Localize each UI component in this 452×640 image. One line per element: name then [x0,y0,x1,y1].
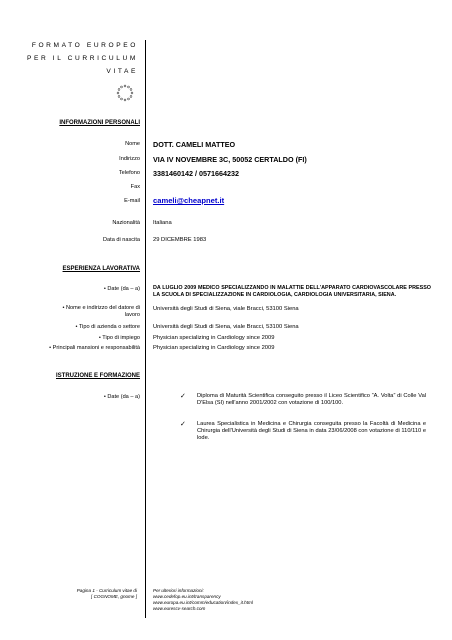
footer-link[interactable]: www.eurescv-search.com [153,605,206,611]
education-item-1: Diploma di Maturità Scientifica conseguito presso il Liceo Scientifico “A. Volta” di Colle Val D'Elsa (SI) nell'anno 2001/2002 con votazione di 100/100. [197,393,426,407]
label-edu-dates: • Date (da – a) [103,394,140,400]
section-title-experience: ESPERIENZA LAVORATIVA [62,266,140,272]
label-exp-duties: • Principali mansioni e responsabilità [49,345,140,351]
value-nationality: Italiana [153,220,172,226]
footer-info [153,588,353,612]
column-divider [145,40,146,618]
header-line-3: VITAE [106,68,138,75]
footer-page-line-2: [ COGNOME, gnome ] [91,593,137,599]
checkmark-icon: ✓ [180,393,186,400]
label-email: E-mail [124,198,140,204]
value-phone: 3381460142 / 0571664232 [153,169,239,178]
footer-info-title: Per ulteriori informazioni: [153,588,204,593]
section-title-education: ISTRUZIONE E FORMAZIONE [56,373,140,379]
footer-link[interactable]: www.europa.eu.int/comm/education/index_it.html [153,599,253,605]
value-exp-job-type: Physician specializing in Cardiology since 2009 [153,335,275,341]
value-birth: 29 DICEMBRE 1983 [153,237,207,243]
value-exp-duties: Physician specializing in Cardiology since 2009 [153,345,275,351]
label-name: Nome [125,141,140,147]
footer-page-info [0,588,137,600]
email-link[interactable]: cameli@cheapnet.it [153,196,225,205]
label-exp-dates: • Date (da – a) [103,286,140,292]
footer-page-line-1: Pagina 1 - Curriculum vitae di [76,588,137,593]
value-exp-sector: Università degli Studi di Siena, viale Bracci, 53100 Siena [153,324,299,330]
label-fax: Fax [130,184,140,190]
footer-link[interactable]: www.cedefop.eu.int/transparency [153,593,221,599]
header-line-2: PER IL CURRICULUM [27,55,138,62]
label-birth: Data di nascita [102,237,140,243]
label-exp-sector: • Tipo di azienda o settore [75,324,140,330]
value-exp-employer: Università degli Studi di Siena, viale Bracci, 53100 Siena [153,306,299,312]
value-exp-dates: DA LUGLIO 2009 MEDICO SPECIALIZZANDO IN MALATTIE DELL'APPARATO CARDIOVASCOLARE PRESSO LA SCUOLA DI SPECIALIZZAZIONE IN CARDIOLOGIA, CARDIOLOGIA UNIVERSITARIA, SIENA. [153,285,431,298]
value-name: DOTT. CAMELI MATTEO [153,140,236,149]
checkmark-icon: ✓ [180,421,186,428]
eu-stars-icon [116,84,134,102]
education-item-2: Laurea Specialistica in Medicina e Chirurgia conseguita presso la Facoltà di Medicina e Chirurgia dell'Università degli Studi di Siena in data 23/06/2008 con votazione di 110/110 e lode. [197,421,426,442]
label-phone: Telefono [118,170,140,176]
value-address: VIA IV NOVEMBRE 3C, 50052 CERTALDO (FI) [153,155,307,164]
label-address: Indirizzo [119,156,140,162]
section-title-personal: INFORMAZIONI PERSONALI [59,120,140,126]
label-nationality: Nazionalità [112,220,140,226]
header-line-1: FORMATO EUROPEO [31,42,138,49]
label-exp-job-type: • Tipo di impiego [98,335,140,341]
label-exp-employer: • Nome e indirizzo del datore di lavoro [62,305,140,318]
